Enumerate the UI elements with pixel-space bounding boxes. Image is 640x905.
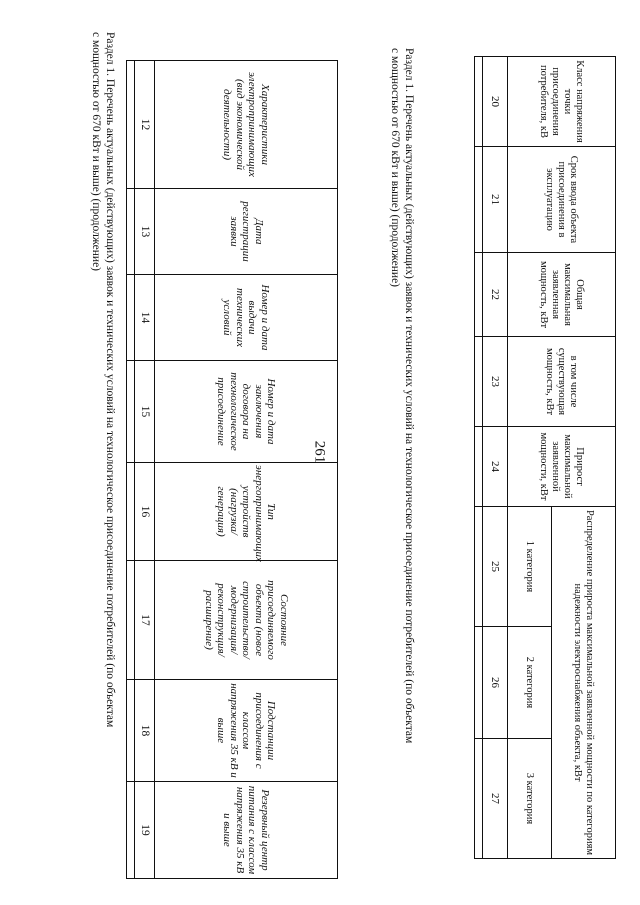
top-header-cell: Подстанции присоединения с классом напряжения 35 кВ и выше (155, 680, 338, 782)
bottom-number-row (483, 57, 508, 859)
column-number: 15 (135, 361, 155, 463)
bottom-header-cell: Общая максимальная заявленная мощность, кВт (508, 253, 616, 337)
column-number: 21 (483, 147, 508, 253)
top-header-cell: Тип энергопринимающих устройств (нагрузка/генерация) (155, 463, 338, 561)
top-number-row (135, 61, 155, 879)
bottom-caption-line2: с мощностью от 670 кВт и выше) (продолжение) (389, 48, 401, 288)
column-number: 20 (483, 57, 508, 147)
bottom-group-header: Распределение прироста максимальной заявленной мощности по категориям надежности электроснабжения объекта, кВт (552, 507, 616, 859)
top-header-cell: Характеристики электропринимающих (вид экономической деятельности) (155, 61, 338, 189)
column-number: 17 (135, 561, 155, 680)
category-header: 1 категория (508, 507, 552, 627)
top-header-cell: Состояние присоединяемого объекта (новое строительство/модернизация/реконструкция/расширение) (155, 561, 338, 680)
column-number: 25 (483, 507, 508, 627)
column-number: 19 (135, 782, 155, 879)
bottom-empty-row (475, 57, 483, 859)
column-number: 14 (135, 275, 155, 361)
column-number: 27 (483, 739, 508, 859)
category-header: 2 категория (508, 627, 552, 739)
top-header-cell: Дата регистрации заявки (155, 189, 338, 275)
column-number: 16 (135, 463, 155, 561)
bottom-header-cell: в том числе существующая мощность, кВт (508, 337, 616, 427)
bottom-section (386, 48, 626, 890)
top-header-cell: Номер и дата заключения договора на технологическое присоединение (155, 361, 338, 463)
top-table (126, 60, 338, 879)
column-number: 26 (483, 627, 508, 739)
page-number: 261 (311, 440, 328, 464)
column-number: 23 (483, 337, 508, 427)
top-caption-line1: Раздел 1. Перечень актуальных (действующих) заявок и технических условий на технологическое присоединение потребителей (по объектам (104, 32, 116, 728)
column-number: 24 (483, 427, 508, 507)
column-number: 13 (135, 189, 155, 275)
column-number: 12 (135, 61, 155, 189)
bottom-header-cell: Срок ввода объекта присоединения в эксплуатацию (508, 147, 616, 253)
top-header-row (155, 61, 338, 879)
top-empty-row (127, 61, 135, 879)
top-header-cell: Резервный центр питания с классом напряжения 35 кВ и выше (155, 782, 338, 879)
category-header: 3 категория (508, 739, 552, 859)
bottom-caption-line1: Раздел 1. Перечень актуальных (действующих) заявок и технических условий на технологическое присоединение потребителей (по объектам (403, 48, 415, 744)
top-caption-line2: с мощностью от 670 кВт и выше) (продолжение) (90, 32, 102, 272)
bottom-header-cell: Прирост максимальной заявленной мощности, кВт (508, 427, 616, 507)
column-number: 22 (483, 253, 508, 337)
column-number: 18 (135, 680, 155, 782)
top-header-cell: Номер и дата выдачи технических условий (155, 275, 338, 361)
bottom-header-row (552, 57, 616, 859)
bottom-header-cell: Класс напряжения точки присоединения потребителя, кВ (508, 57, 616, 147)
top-section (78, 32, 348, 878)
bottom-table (474, 56, 616, 859)
